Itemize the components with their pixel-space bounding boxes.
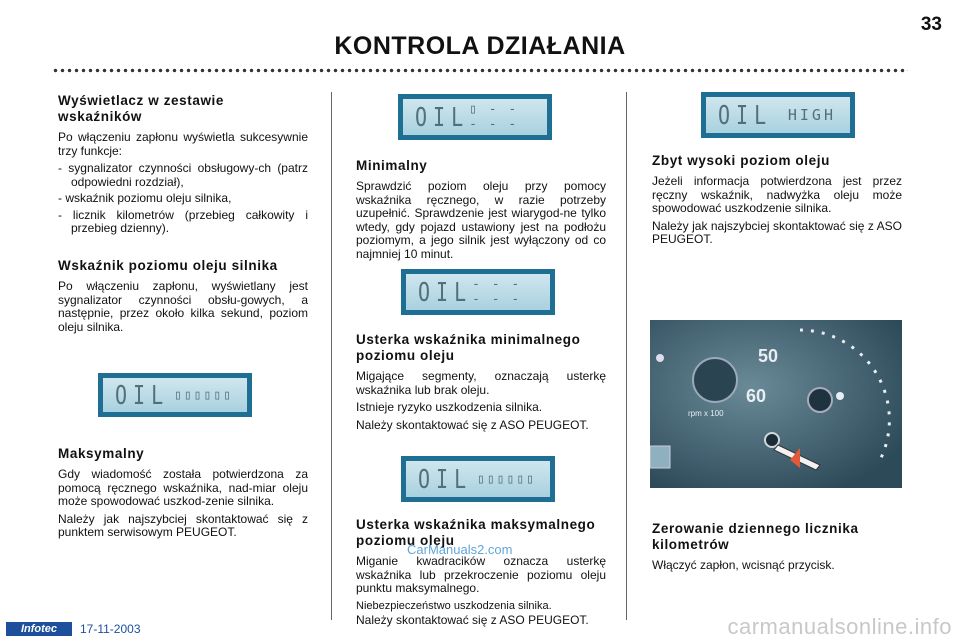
lcd-indicator: ▯ - - - - - <box>469 102 519 132</box>
fault-max-heading: Usterka wskaźnika maksymalnego poziomu oleju <box>356 517 596 548</box>
list-item: - wskaźnik poziomu oleju silnika, <box>58 191 232 205</box>
list-item: - sygnalizator czynności obsługowy-ch (patrz odpowiedni rozdział), <box>58 161 308 189</box>
maximum-text-1: Gdy wiadomość została potwierdzona za pomocą ręcznego wskaźnika, nad-miar oleju może spowodować uszkod-zenie silnika. <box>58 467 308 508</box>
fault-min-text-3: Należy skontaktować się z ASO PEUGEOT. <box>356 417 589 432</box>
lcd-display-normal <box>98 373 252 417</box>
lcd-display-minimum <box>398 94 552 140</box>
lcd-indicator: ▯▯▯▯▯▯ <box>477 471 536 487</box>
lcd-indicator: ▯▯▯▯▯▯ <box>174 387 233 403</box>
gauge-60: 60 <box>746 386 767 406</box>
function-list <box>58 162 308 236</box>
gauge-rpm: rpm x 100 <box>688 409 724 418</box>
infotec-logo: Infotec <box>6 622 72 636</box>
lcd-display-fault-min <box>401 269 555 315</box>
maximum-heading: Maksymalny <box>58 446 145 461</box>
fault-min-text-1: Migające segmenty, oznaczają usterkę wskaźnika lub brak oleju. <box>356 369 606 397</box>
overlay-watermark: CarManuals2.com <box>407 542 513 557</box>
gauge-50: 50 <box>758 346 779 366</box>
oil-level-heading: Wskaźnik poziomu oleju silnika <box>58 258 278 273</box>
fault-min-text-2: Istnieje ryzyko uszkodzenia silnika. <box>356 400 543 414</box>
oil-level-text: Po włączeniu zapłonu, wyświetlany jest sygnalizator czynności obsłu-gowych, a następnie, przez około kilka sekund, poziom oleju silnika. <box>58 279 308 334</box>
fault-min-heading: Usterka wskaźnika minimalnego poziomu oleju <box>356 332 581 363</box>
lcd-display-fault-max <box>401 456 555 502</box>
instrument-cluster-photo <box>650 320 902 488</box>
minimum-heading: Minimalny <box>356 158 428 173</box>
fault-max-text-1: Miganie kwadracików oznacza usterkę wskaźnika lub przekroczenie poziomu oleju punktu maksymalnego. <box>356 554 606 595</box>
display-intro: Po włączeniu zapłonu wyświetla sukcesywnie trzy funkcje: <box>58 130 308 158</box>
fault-min-section <box>356 332 606 436</box>
lcd-indicator: - - - - - - <box>472 277 522 307</box>
column-divider-2 <box>626 92 627 620</box>
display-heading: Wyświetlacz w zestawie wskaźników <box>58 93 225 124</box>
list-item: - licznik kilometrów (przebieg całkowity i przebieg dzienny). <box>58 207 308 235</box>
dotted-divider <box>52 68 908 73</box>
column-1 <box>58 93 308 239</box>
oil-level-section <box>58 258 308 338</box>
too-high-text-2: Należy jak najszybciej skontaktować się z ASO PEUGEOT. <box>652 218 902 246</box>
maximum-text-2: Należy jak najszybciej skontaktować się z punktem serwisowym PEUGEOT. <box>58 511 308 539</box>
fault-max-text-3: Należy skontaktować się z ASO PEUGEOT. <box>356 613 589 627</box>
fault-max-section <box>356 517 606 632</box>
lcd-oil-text: OIL <box>418 463 473 495</box>
column-divider-1 <box>331 92 332 620</box>
lcd-oil-text: OIL <box>415 101 470 133</box>
trip-reset-text: Włączyć zapłon, wcisnąć przycisk. <box>652 558 835 572</box>
lcd-display-high <box>701 92 855 138</box>
page-number: 33 <box>920 14 942 35</box>
footer-date: 17-11-2003 <box>80 622 141 636</box>
fault-max-text-2: Niebezpieczeństwo uszkodzenia silnika. <box>356 599 552 612</box>
too-high-text-1: Jeżeli informacja potwierdzona jest przez ręczny wskaźnik, nadwyżka oleju może spowodować uszkodzenie silnika. <box>652 174 902 215</box>
lcd-oil-text: OIL <box>718 99 773 131</box>
too-high-section <box>652 153 902 251</box>
lcd-indicator: HIGH <box>787 106 836 124</box>
lcd-oil-text: OIL <box>418 276 473 308</box>
page-title: KONTROLA DZIAŁANIA <box>334 32 626 60</box>
lcd-oil-text: OIL <box>115 379 170 411</box>
minimum-text: Sprawdzić poziom oleju przy pomocy wskaźnika ręcznego, w razie potrzeby uzupełnić. Sprawdzenie jest wiarygod-ne tylko wtedy, gdy pojazd ustawiony jest na podłożu poziomym, a jego silnik jest wyłączony od co najmniej 10 minut. <box>356 179 606 261</box>
too-high-heading: Zbyt wysoki poziom oleju <box>652 153 830 168</box>
trip-reset-section <box>652 521 902 577</box>
minimum-section <box>356 158 606 265</box>
footer-watermark: carmanualsonline.info <box>727 614 952 639</box>
maximum-section <box>58 446 308 544</box>
trip-reset-heading: Zerowanie dziennego licznika kilometrów <box>652 521 859 552</box>
